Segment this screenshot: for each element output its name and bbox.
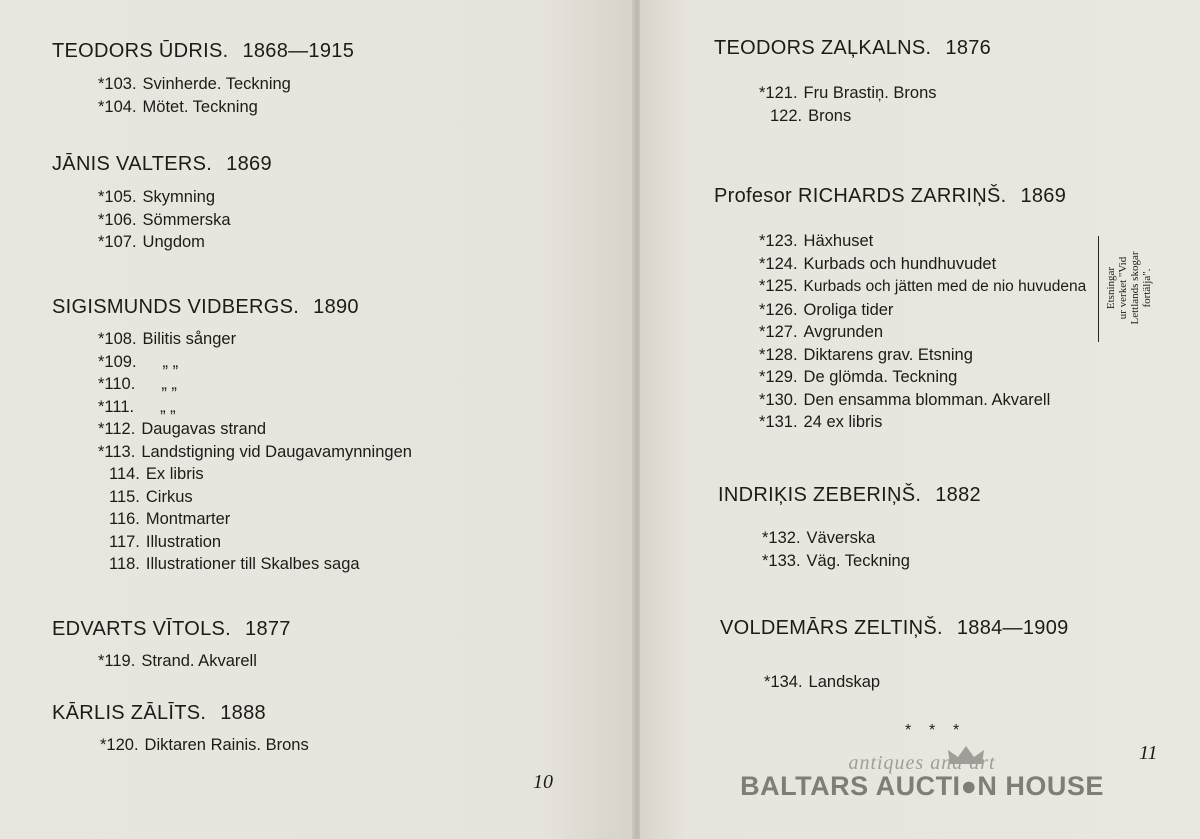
artwork-item — [759, 344, 1086, 367]
artwork-number: *124. — [759, 254, 798, 273]
artwork-number: *113. — [98, 442, 136, 461]
artwork-list-zalkalns — [759, 82, 937, 127]
artwork-item — [98, 328, 412, 351]
artwork-item — [759, 82, 937, 105]
artist-years: 1869 — [226, 153, 272, 175]
artwork-number: *126. — [759, 300, 798, 319]
artwork-title: De glömda. Teckning — [803, 368, 958, 386]
sidenote-line: Etsningar — [1105, 266, 1117, 310]
artwork-list-zalits — [100, 734, 309, 757]
artwork-number: *123. — [759, 232, 798, 250]
artist-name: VOLDEMĀRS ZELTIŅŠ. — [720, 617, 943, 639]
artwork-title-ditto: „ „ — [162, 352, 179, 371]
artwork-number: *107. — [98, 233, 137, 251]
artwork-number: 122. — [770, 106, 803, 125]
artwork-list-zeltins — [764, 671, 880, 694]
sidenote-text — [1105, 236, 1153, 340]
artwork-number: *130. — [759, 390, 798, 409]
artwork-title: Landskap — [808, 673, 881, 691]
artist-name: TEODORS ZAĻKALNS. — [714, 37, 932, 59]
watermark-brand: BALTARS AUCTI●N HOUSE — [740, 771, 1104, 801]
artwork-title: Ungdom — [142, 233, 205, 251]
artwork-number: *128. — [759, 345, 798, 364]
artwork-title: Mötet. Teckning — [142, 97, 258, 116]
page-number-right: 11 — [1139, 742, 1158, 764]
artwork-item — [98, 186, 231, 209]
artwork-title: Brons — [808, 106, 852, 125]
artwork-item — [762, 527, 910, 550]
artist-name: KĀRLIS ZĀLĪTS. — [52, 702, 207, 724]
artwork-number: *125. — [759, 277, 798, 295]
artwork-title: 24 ex libris — [803, 413, 883, 431]
artwork-number: *104. — [98, 97, 137, 116]
artwork-title: Ex libris — [145, 465, 204, 483]
artwork-item — [98, 531, 412, 554]
artist-heading-udris — [52, 40, 354, 63]
artwork-list-valters — [98, 186, 231, 254]
artist-years: 1890 — [313, 296, 359, 318]
artwork-item — [98, 96, 291, 119]
artwork-number: *119. — [98, 652, 136, 670]
artwork-title: Den ensamma blomman. Akvarell — [803, 390, 1051, 409]
artist-heading-zalkalns — [714, 37, 991, 60]
artwork-item — [759, 299, 1086, 322]
etchings-sidenote — [1098, 236, 1153, 342]
artwork-number: 115. — [109, 487, 140, 506]
artwork-number: *110. — [98, 375, 136, 393]
artwork-item — [98, 486, 412, 509]
artwork-number: *103. — [98, 75, 137, 93]
artwork-item — [98, 231, 231, 254]
artist-years: 1868—1915 — [242, 40, 355, 62]
artwork-title: Daugavas strand — [141, 420, 267, 438]
artwork-number: *111. — [98, 397, 135, 416]
artist-name: RICHARDS ZARRIŅŠ. — [798, 185, 1007, 207]
artwork-item — [98, 508, 412, 531]
artwork-item — [98, 73, 291, 96]
artwork-item — [759, 105, 937, 128]
artist-name: TEODORS ŪDRIS. — [52, 40, 229, 62]
artist-heading-vidbergs — [52, 296, 359, 319]
artist-years: 1884—1909 — [956, 617, 1069, 639]
artwork-title: Oroliga tider — [803, 300, 894, 319]
artwork-number: *133. — [762, 551, 801, 570]
artwork-title: Fru Brastiņ. Brons — [803, 84, 937, 102]
artist-heading-zalits — [52, 702, 266, 725]
artist-name: EDVARTS VĪTOLS. — [52, 618, 232, 640]
artwork-item — [759, 411, 1086, 434]
artwork-item — [98, 396, 412, 419]
artwork-title: Diktarens grav. Etsning — [803, 345, 973, 364]
artwork-list-udris — [98, 73, 291, 118]
ornament-asterisks: * * * — [905, 722, 960, 739]
artwork-item — [759, 389, 1086, 412]
artwork-item — [759, 230, 1086, 253]
auction-house-watermark — [722, 752, 1122, 802]
artwork-title: Väg. Teckning — [806, 551, 910, 570]
artwork-number: 118. — [109, 555, 140, 573]
artwork-title: Illustrationer till Skalbes saga — [145, 555, 360, 573]
artwork-item — [759, 366, 1086, 389]
artwork-item — [759, 275, 1086, 299]
artwork-title: Avgrunden — [803, 323, 884, 341]
artwork-title: Illustration — [145, 532, 222, 551]
artwork-number: *108. — [98, 330, 137, 348]
artwork-number: *105. — [98, 188, 137, 206]
artwork-title: Kurbads och hundhuvudet — [803, 254, 997, 273]
artwork-title: Bilitis sånger — [142, 330, 237, 348]
artwork-number: *131. — [759, 413, 798, 431]
artwork-item — [759, 321, 1086, 344]
artwork-number: *127. — [759, 323, 798, 341]
artwork-list-vidbergs — [98, 328, 412, 576]
sidenote-line: Lettlands skogar — [1129, 251, 1141, 325]
artist-name: JĀNIS VALTERS. — [52, 153, 213, 175]
artwork-number: *112. — [98, 420, 136, 438]
artwork-title: Landstigning vid Daugavamynningen — [141, 442, 412, 461]
artwork-item — [98, 351, 412, 374]
artwork-number: *109. — [98, 352, 137, 371]
artist-years: 1882 — [935, 484, 981, 506]
artwork-title: Diktaren Rainis. Brons — [144, 736, 309, 754]
artwork-title: Svinherde. Teckning — [142, 75, 291, 93]
artwork-item — [98, 553, 412, 576]
artwork-number: 117. — [109, 532, 140, 551]
artist-name: SIGISMUNDS VIDBERGS. — [52, 296, 300, 318]
artist-heading-zeberins — [718, 484, 981, 507]
page-number-left: 10 — [533, 771, 553, 793]
artwork-title: Väverska — [806, 529, 876, 547]
artist-years: 1877 — [245, 618, 291, 640]
artist-years: 1888 — [220, 702, 266, 724]
artwork-item — [762, 550, 910, 573]
artist-years: 1876 — [945, 37, 992, 59]
artwork-list-zarrins — [759, 230, 1086, 434]
watermark-tagline: antiques and art — [848, 752, 996, 774]
artist-heading-zarrins — [714, 185, 1066, 208]
artwork-title-ditto: „ „ — [161, 375, 177, 393]
artwork-item — [98, 418, 412, 441]
artwork-number: *134. — [764, 673, 803, 691]
artwork-number: *120. — [100, 736, 139, 754]
artwork-title: Skymning — [142, 188, 215, 206]
artwork-number: 114. — [109, 465, 140, 483]
artwork-list-zeberins — [762, 527, 910, 572]
artwork-number: *129. — [759, 368, 798, 386]
artist-name: INDRIĶIS ZEBERIŅŠ. — [718, 484, 922, 506]
artist-heading-zeltins — [720, 617, 1069, 640]
artwork-item — [759, 253, 1086, 276]
artwork-item — [98, 463, 412, 486]
artwork-title: Häxhuset — [803, 232, 874, 250]
artwork-title: Montmarter — [145, 510, 231, 528]
artwork-title: Strand. Akvarell — [141, 652, 257, 670]
artwork-number: *132. — [762, 529, 801, 547]
artwork-item — [98, 209, 231, 232]
artwork-title-ditto: „ „ — [160, 397, 176, 416]
sidenote-line: ur verket "Vid — [1117, 256, 1129, 320]
artwork-title: Sömmerska — [142, 210, 231, 229]
artwork-list-vitols — [98, 650, 257, 673]
artist-heading-valters — [52, 153, 272, 176]
artwork-title: Kurbads och jätten med de nio huvudena — [803, 278, 1087, 295]
artwork-title: Cirkus — [145, 487, 193, 506]
artist-years: 1869 — [1020, 185, 1067, 207]
artist-prefix: Profesor — [714, 185, 792, 207]
artist-heading-vitols — [52, 618, 291, 641]
artwork-item — [764, 671, 880, 694]
artwork-number: *121. — [759, 84, 798, 102]
sidenote-line: fortälja". — [1141, 268, 1153, 308]
artwork-number: *106. — [98, 210, 137, 229]
artwork-item — [98, 650, 257, 673]
artwork-item — [98, 373, 412, 396]
artwork-item — [98, 441, 412, 464]
artwork-number: 116. — [109, 510, 140, 528]
artwork-item — [100, 734, 309, 757]
